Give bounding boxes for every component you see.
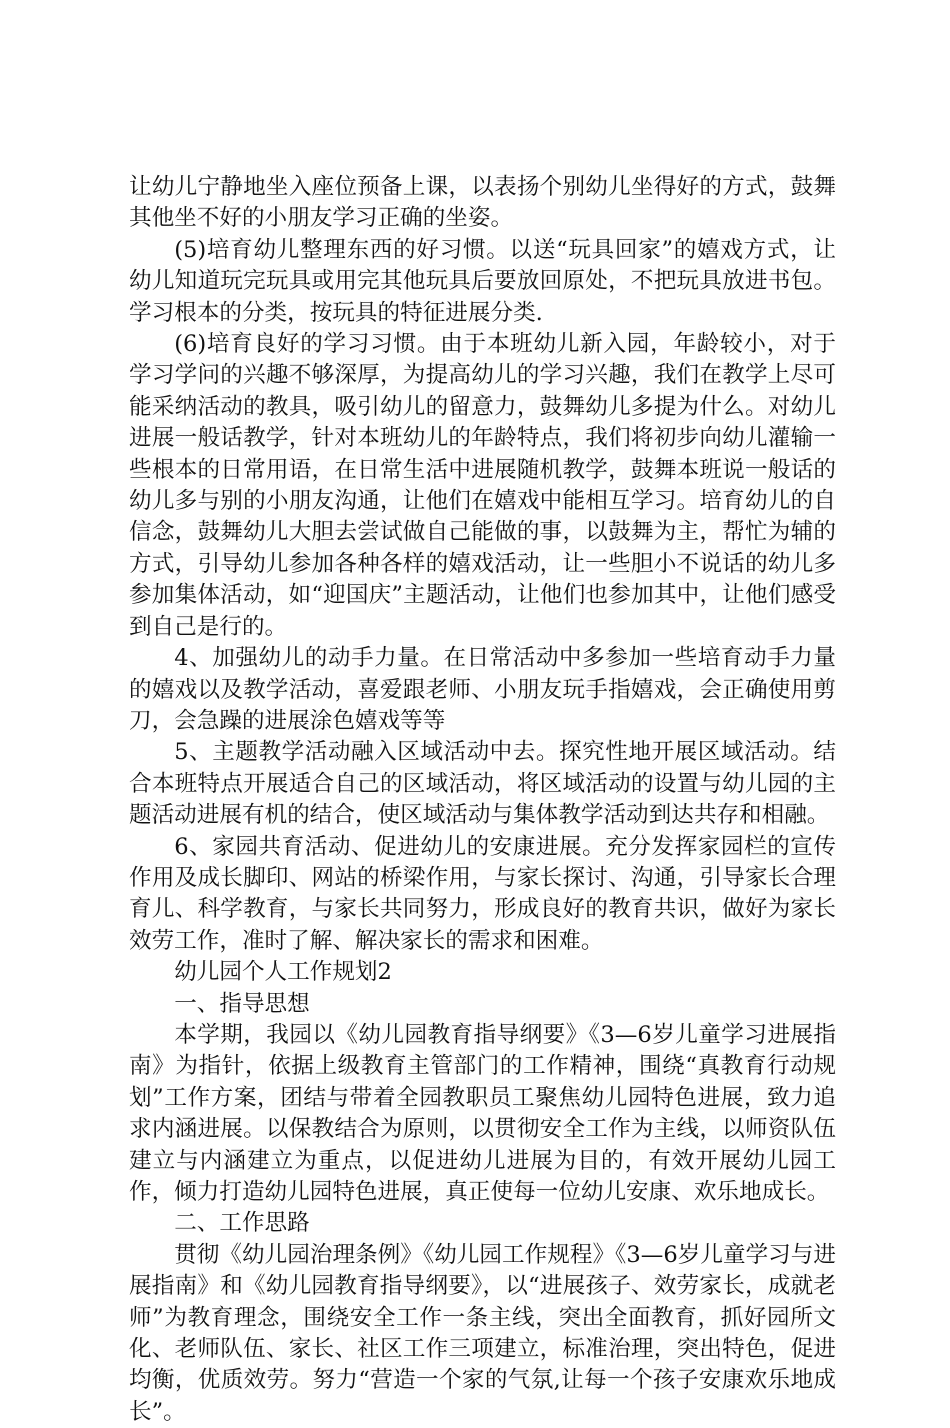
section-heading-work-approach: 二、工作思路 bbox=[174, 1210, 310, 1237]
paragraph-continuation: 让幼儿宁静地坐入座位预备上课，以表扬个别幼儿坐得好的方式，鼓舞其他坐不好的小朋友学习正确的坐姿。 bbox=[129, 174, 836, 232]
paragraph-section-4: 4、加强幼儿的动手力量。在日常活动中多参加一些培育动手力量的嬉戏以及教学活动，喜爱跟老师、小朋友玩手指嬉戏，会正确使用剪刀，会急躁的进展涂色嬉戏等等 bbox=[129, 645, 836, 734]
paragraph-section-5: 5、主题教学活动融入区域活动中去。探究性地开展区域活动。结合本班特点开展适合自己的区域活动，将区域活动的设置与幼儿园的主题活动进展有机的结合，使区域活动与集体教学活动到达共存和相融。 bbox=[129, 739, 836, 829]
paragraph-guiding-ideology: 本学期，我园以《幼儿园教育指导纲要》《3—6岁儿童学习进展指南》为指针，依据上级教育主管部门的工作精神，围绕“真教育行动规划”工作方案，团结与带着全园教职员工聚焦幼儿园特色进展，致力追求内涵进展。以保教结合为原则，以贯彻安全工作为主线，以师资队伍建立与内涵建立为重点，以促进幼儿进展为目的，有效开展幼儿园工作，倾力打造幼儿园特色进展，真正使每一位幼儿安康、欢乐地成长。 bbox=[129, 1021, 836, 1205]
section-heading-guiding-ideology: 一、指导思想 bbox=[174, 990, 310, 1017]
paragraph-item-6: (6)培育良好的学习习惯。由于本班幼儿新入园，年龄较小，对于学习学问的兴趣不够深厚，为提高幼儿的学习兴趣，我们在教学上尽可能采纳活动的教具，吸引幼儿的留意力，鼓舞幼儿多提为什么。对幼儿进展一般话教学，针对本班幼儿的年龄特点，我们将初步向幼儿灌输一些根本的日常用语，在日常生活中进展随机教学，鼓舞本班说一般话的幼儿多与别的小朋友沟通，让他们在嬉戏中能相互学习。培育幼儿的自信念，鼓舞幼儿大胆去尝试做自己能做的事，以鼓舞为主，帮忙为辅的方式，引导幼儿参加各种各样的嬉戏活动，让一些胆小不说话的幼儿多参加集体活动，如“迎国庆”主题活动，让他们也参加其中，让他们感受到自己是行的。 bbox=[129, 331, 836, 640]
paragraph-item-5: (5)培育幼儿整理东西的好习惯。以送“玩具回家”的嬉戏方式，让幼儿知道玩完玩具或用完其他玩具后要放回原处，不把玩具放进书包。学习根本的分类，按玩具的特征进展分类. bbox=[129, 236, 836, 326]
paragraph-section-6: 6、家园共育活动、促进幼儿的安康进展。充分发挥家园栏的宣传作用及成长脚印、网站的桥梁作用，与家长探讨、沟通，引导家长合理育儿、科学教育，与家长共同努力，形成良好的教育共识，做好为家长效劳工作，准时了解、解决家长的需求和困难。 bbox=[129, 833, 836, 954]
document-heading: 幼儿园个人工作规划2 bbox=[174, 959, 392, 986]
document-page bbox=[129, 172, 836, 1428]
paragraph-work-approach: 贯彻《幼儿园治理条例》《幼儿园工作规程》《3—6岁儿童学习与进展指南》和《幼儿园教育指导纲要》，以“进展孩子、效劳家长，成就老师”为教育理念，围绕安全工作一条主线，突出全面教育，抓好园所文化、老师队伍、家长、社区工作三项建立，标准治理，突出特色，促进均衡，优质效劳。努力“营造一个家的气氛,让每一个孩子安康欢乐地成长”。 bbox=[129, 1241, 836, 1425]
